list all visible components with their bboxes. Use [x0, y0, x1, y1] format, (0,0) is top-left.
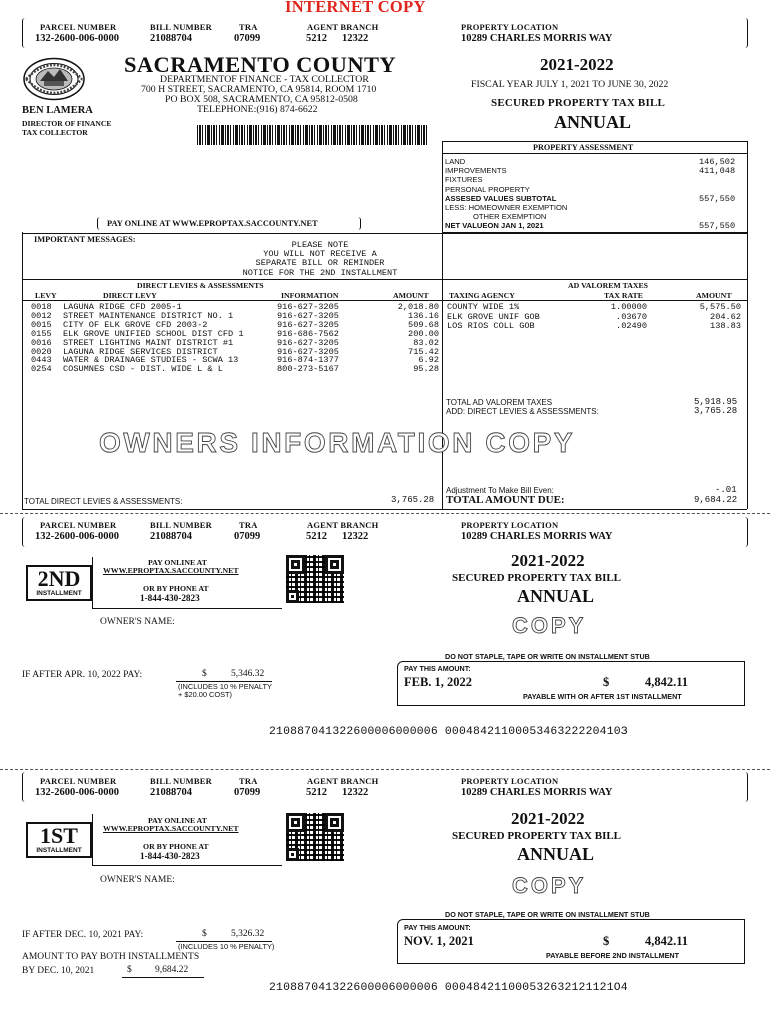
- assessment-value: 557,550: [699, 221, 736, 232]
- bill-type: ANNUAL: [554, 112, 632, 132]
- branch-value: 12322: [342, 33, 369, 44]
- levy-name: STREET LIGHTING MAINT DISTRICT #1: [63, 337, 234, 348]
- message-line: PLEASE NOTE: [291, 240, 349, 250]
- col-information: INFORMATION: [281, 291, 339, 300]
- stub1-type: ANNUAL: [517, 844, 595, 864]
- stub1-late-label: IF AFTER DEC. 10, 2021 PAY:: [22, 930, 144, 940]
- levy-info: 916-627-3205: [277, 346, 339, 357]
- stub2-agent: 5212: [306, 531, 327, 542]
- stub2-staple-note: DO NOT STAPLE, TAPE OR WRITE ON INSTALLMENT STUB: [445, 652, 650, 661]
- levy-name: ELK GROVE UNIFIED SCHOOL DIST CFD 1: [63, 328, 244, 339]
- stub2-scanline: 210887041322600006000006 0004842110005346322220410З: [269, 726, 628, 738]
- bill-title: SECURED PROPERTY TAX BILL: [491, 97, 666, 109]
- stub1-late-amount: 5,326.32: [231, 929, 265, 939]
- levy-info: 916-627-3205: [277, 310, 339, 321]
- levy-name: CITY OF ELK GROVE CFD 2003-2: [63, 319, 208, 330]
- adv-add: 3,765.28: [694, 406, 738, 416]
- adv-total-label: TOTAL AD VALOREM TAXES: [446, 398, 553, 407]
- stub2-title: SECURED PROPERTY TAX BILL: [452, 572, 622, 584]
- assessment-top-line: [442, 141, 747, 142]
- adv-agency: LOS RIOS COLL GOB: [447, 321, 535, 332]
- adv-amount: 138.83: [710, 321, 741, 332]
- col-amount: AMOUNT: [393, 291, 429, 300]
- bill-year: 2021-2022: [540, 55, 614, 74]
- adv-rate: 1.00000: [610, 302, 647, 312]
- stub2-late-note2: + $20.00 COST): [178, 690, 233, 699]
- assessment-label: LAND: [445, 157, 466, 166]
- stub1-parcel-label: PARCEL NUMBER: [40, 776, 117, 786]
- levy-amount: 715.42: [408, 346, 439, 357]
- stub2-parcel: 132-2600-006-0000: [35, 531, 119, 542]
- stub2-installment-label: INSTALLMENT: [36, 590, 82, 597]
- tra-value: 07099: [234, 33, 261, 44]
- messages-label: IMPORTANT MESSAGES:: [34, 235, 136, 244]
- levy-name: LAGUNA RIDGE SERVICES DISTRICT: [63, 346, 218, 357]
- stub1-installment-number: 1ST: [40, 823, 78, 848]
- stub2-late-dollar: $: [202, 669, 207, 679]
- agent-value: 5212: [306, 33, 327, 44]
- property-location: 10289 CHARLES MORRIS WAY: [461, 33, 613, 44]
- stub1-due-date: NOV. 1, 2021: [404, 934, 474, 948]
- levy-code: 0016: [31, 337, 52, 348]
- assessment-label: PERSONAL PROPERTY: [445, 184, 530, 194]
- levies-title: DIRECT LEVIES & ASSESSMENTS: [137, 281, 264, 290]
- stub2-type: ANNUAL: [517, 586, 595, 606]
- stub1-payable-note: PAYABLE BEFORE 2ND INSTALLMENT: [546, 951, 679, 960]
- stub2-copy-watermark: COPY: [512, 613, 587, 638]
- county-name: SACRAMENTO COUNTY: [124, 52, 397, 77]
- assessment-value: 557,550: [699, 193, 736, 204]
- stub2-payable-note: PAYABLE WITH OR AFTER 1ST INSTALLMENT: [523, 692, 682, 701]
- stub2-qr-code-icon[interactable]: [286, 555, 344, 603]
- stub1-late-note1: (INCLUDES 10 % PENALTY): [178, 942, 275, 951]
- total-due-label: TOTAL AMOUNT DUE:: [446, 494, 565, 506]
- parcel-number: 132-2600-006-0000: [35, 33, 119, 44]
- stub2-bill-label: BILL NUMBER: [150, 520, 212, 530]
- col-taxing-agency: TAXING AGENCY: [449, 291, 515, 300]
- stub2-dollar: $: [603, 675, 610, 689]
- adv-add-label: ADD: DIRECT LEVIES & ASSESSMENTS:: [446, 407, 599, 416]
- levy-amount: 6.92: [418, 355, 439, 366]
- stub1-pay-online-label: PAY ONLINE AT: [148, 816, 207, 825]
- levy-name: COSUMNES CSD - DIST. WIDE L & L: [63, 364, 223, 375]
- stub1-branch: 12322: [342, 787, 369, 798]
- pay-online-link[interactable]: PAY ONLINE AT WWW.EPROPTAX.SACCOUNTY.NET: [107, 219, 318, 228]
- adv-agency: COUNTY WIDE 1%: [447, 302, 520, 312]
- col-direct-levy: DIRECT LEVY: [103, 291, 157, 300]
- stub1-bill: 21088704: [150, 787, 192, 798]
- levies-total: 3,765.28: [391, 495, 435, 505]
- stub2-installment-number: 2ND: [37, 566, 81, 591]
- stub1-both-label1: AMOUNT TO PAY BOTH INSTALLMENTS: [22, 952, 200, 962]
- total-due: 9,684.22: [694, 495, 738, 505]
- stub1-installment-label: INSTALLMENT: [36, 847, 82, 854]
- col-header-line: [22, 300, 747, 301]
- stub1-year: 2021-2022: [511, 809, 585, 828]
- county-seal-icon: [22, 57, 86, 101]
- county-telephone: TELEPHONE:(916) 874-6622: [197, 104, 318, 115]
- assessment-value: 146,502: [699, 157, 736, 167]
- county-dept: DEPARTMENTOF FINANCE - TAX COLLECTOR: [160, 74, 369, 85]
- bill-number-label: BILL NUMBER: [150, 22, 212, 32]
- stub1-qr-code-icon[interactable]: [286, 813, 344, 861]
- levy-code: 0155: [31, 328, 52, 339]
- levy-code: 0020: [31, 346, 52, 357]
- levy-info: 916-874-1377: [277, 355, 339, 366]
- property-location-label: PROPERTY LOCATION: [461, 22, 559, 32]
- assessment-bottom-line2: [22, 233, 747, 234]
- assessment-title-line: [442, 153, 747, 154]
- stub1-pay-phone[interactable]: 1-844-430-2823: [140, 851, 200, 861]
- message-line: YOU WILL NOT RECEIVE A: [263, 249, 377, 260]
- levy-info: 916-627-3205: [277, 319, 339, 330]
- stub1-pay-this-label: PAY THIS AMOUNT:: [404, 923, 471, 932]
- levy-amount: 200.00: [408, 328, 439, 339]
- levy-amount: 83.02: [413, 337, 439, 348]
- assessment-label: LESS: HOMEOWNER EXEMPTION: [445, 203, 568, 212]
- stub2-late-note1: (INCLUDES 10 % PENALTY: [178, 682, 272, 691]
- stub1-both-label2: BY DEC. 10, 2021: [22, 966, 95, 976]
- stub1-staple-note: DO NOT STAPLE, TAPE OR WRITE ON INSTALLMENT STUB: [445, 910, 650, 919]
- cut-line-1: [0, 513, 770, 514]
- frame-bottom: [22, 509, 747, 510]
- stub2-header-box: [22, 517, 748, 547]
- stub1-installment-badge: [26, 822, 92, 858]
- stub2-late-amount: 5,346.32: [231, 669, 265, 679]
- adv-amount: 5,575.50: [699, 302, 741, 312]
- levy-amount: 95.28: [413, 364, 439, 375]
- advalorem-title: AD VALOREM TAXES: [568, 281, 649, 290]
- parcel-number-label: PARCEL NUMBER: [40, 22, 117, 32]
- levy-info: 916-627-3205: [277, 302, 339, 312]
- frame-right: [747, 141, 748, 509]
- adjust-value: -.01: [715, 485, 737, 495]
- stub2-pay-phone[interactable]: 1-844-430-2823: [140, 593, 200, 603]
- levy-code: 0018: [31, 302, 52, 312]
- col-adv-amount: AMOUNT: [696, 291, 732, 300]
- assessment-label: OTHER EXEMPTION: [473, 212, 547, 222]
- stub1-scanline: 210887041322600006000006 000484211000532632121121О4: [269, 982, 628, 994]
- levy-name: STREET MAINTENANCE DISTRICT NO. 1: [63, 310, 234, 321]
- assessment-label: IMPROVEMENTS: [445, 166, 507, 176]
- adjust-label: Adjustment To Make Bill Even:: [446, 486, 554, 495]
- agent-branch-label: AGENT BRANCH: [307, 22, 379, 32]
- assessment-label: NET VALUEON JAN 1, 2021: [445, 221, 544, 231]
- stub1-both-underline: [122, 977, 204, 978]
- adv-rate: .02490: [616, 321, 647, 332]
- levy-code: 0443: [31, 355, 52, 366]
- bill-barcode: [197, 125, 429, 145]
- stub1-dollar: $: [603, 934, 610, 948]
- stub2-bill: 21088704: [150, 531, 192, 542]
- official-title-2: TAX COLLECTOR: [22, 128, 88, 137]
- stub1-title: SECURED PROPERTY TAX BILL: [452, 830, 622, 842]
- stub1-bill-label: BILL NUMBER: [150, 776, 212, 786]
- levy-info: 916-627-3205: [277, 337, 339, 348]
- levy-code: 0015: [31, 319, 52, 330]
- stub1-amount: 4,842.11: [645, 934, 689, 948]
- levy-amount: 136.16: [408, 310, 439, 321]
- stub1-late-dollar: $: [202, 929, 207, 939]
- stub1-tra-label: TRA: [239, 776, 258, 786]
- stub2-pay-online-url[interactable]: WWW.EPROPTAX.SACCOUNTY.NET: [103, 566, 239, 575]
- stub2-tra: 07099: [234, 531, 261, 542]
- levy-info: 800-273-5167: [277, 364, 339, 375]
- stub2-parcel-label: PARCEL NUMBER: [40, 520, 117, 530]
- stub1-parcel: 132-2600-006-0000: [35, 787, 119, 798]
- stub2-amount: 4,842.11: [645, 675, 689, 689]
- stub1-owner-label: OWNER'S NAME:: [100, 875, 175, 885]
- assessment-label: ASSESED VALUES SUBTOTAL: [445, 193, 557, 203]
- cut-line-2: [0, 769, 770, 770]
- stub1-location-label: PROPERTY LOCATION: [461, 776, 559, 786]
- adv-agency: ELK GROVE UNIF GOB: [447, 311, 540, 322]
- stub2-pay-this-label: PAY THIS AMOUNT:: [404, 664, 471, 673]
- official-name: BEN LAMERA: [22, 105, 93, 116]
- assessment-label: FIXTURES: [445, 175, 483, 185]
- stub1-both-dollar: $: [127, 965, 132, 975]
- levy-name: LAGUNA RIDGE CFD 2005-1: [63, 302, 182, 312]
- levy-name: WATER & DRAINAGE STUDIES - SCWA 13: [63, 355, 239, 366]
- stub2-pay-phone-label: OR BY PHONE AT: [143, 584, 209, 593]
- message-line: SEPARATE BILL OR REMINDER: [255, 258, 385, 269]
- frame-left: [22, 232, 23, 509]
- stub2-location-label: PROPERTY LOCATION: [461, 520, 559, 530]
- adv-amount: 204.62: [710, 311, 741, 322]
- internet-copy-banner: INTERNET COPY: [285, 0, 426, 16]
- stub2-installment-badge: [26, 565, 92, 601]
- section-line: [22, 279, 747, 280]
- fiscal-year: FISCAL YEAR JULY 1, 2021 TO JUNE 30, 2022: [471, 79, 669, 90]
- stub1-tra: 07099: [234, 787, 261, 798]
- levy-code: 0012: [31, 310, 52, 321]
- stub2-due-date: FEB. 1, 2022: [404, 675, 473, 689]
- assessment-value: 411,048: [699, 166, 736, 177]
- stub1-header-box: [22, 772, 748, 802]
- stub2-pay-online-label: PAY ONLINE AT: [148, 558, 207, 567]
- levy-amount: 509.68: [408, 319, 439, 330]
- adv-total: 5,918.95: [694, 397, 738, 407]
- col-tax-rate: TAX RATE: [604, 291, 643, 300]
- stub2-year: 2021-2022: [511, 551, 585, 570]
- tra-label: TRA: [239, 22, 258, 32]
- stub1-pay-phone-label: OR BY PHONE AT: [143, 842, 209, 851]
- adv-rate: .03670: [616, 311, 647, 322]
- stub1-agent-label: AGENT BRANCH: [307, 776, 379, 786]
- stub2-agent-label: AGENT BRANCH: [307, 520, 379, 530]
- county-address1: 700 H STREET, SACRAMENTO, CA 95814, ROOM 1710: [141, 84, 377, 95]
- message-line: NOTICE FOR THE 2ND INSTALLMENT: [242, 267, 398, 278]
- levies-total-label: TOTAL DIRECT LEVIES & ASSESSMENTS:: [24, 497, 183, 506]
- stub1-agent: 5212: [306, 787, 327, 798]
- owners-information-watermark: OWNERS INFORMATION COPY: [99, 427, 576, 458]
- header-box: [22, 18, 748, 48]
- stub1-copy-watermark: COPY: [512, 873, 587, 898]
- bill-number: 21088704: [150, 33, 192, 44]
- col-levy: LEVY: [35, 291, 57, 300]
- levy-code: 0254: [31, 364, 52, 375]
- levy-info: 916-686-7562: [277, 328, 339, 339]
- stub2-owner-label: OWNER'S NAME:: [100, 617, 175, 627]
- stub2-late-label: IF AFTER APR. 10, 2022 PAY:: [22, 670, 143, 680]
- official-title-1: DIRECTOR OF FINANCE: [22, 119, 112, 128]
- assessment-title: PROPERTY ASSESSMENT: [533, 143, 634, 152]
- stub2-location: 10289 CHARLES MORRIS WAY: [461, 531, 613, 542]
- stub1-location: 10289 CHARLES MORRIS WAY: [461, 787, 613, 798]
- stub2-branch: 12322: [342, 531, 369, 542]
- stub1-both-amount: 9,684.22: [155, 965, 189, 975]
- stub2-tra-label: TRA: [239, 520, 258, 530]
- county-address2: PO BOX 508, SACRAMENTO, CA 95812-0508: [165, 94, 358, 105]
- levy-amount: 2,018.80: [397, 302, 439, 312]
- stub1-pay-online-url[interactable]: WWW.EPROPTAX.SACCOUNTY.NET: [103, 824, 239, 833]
